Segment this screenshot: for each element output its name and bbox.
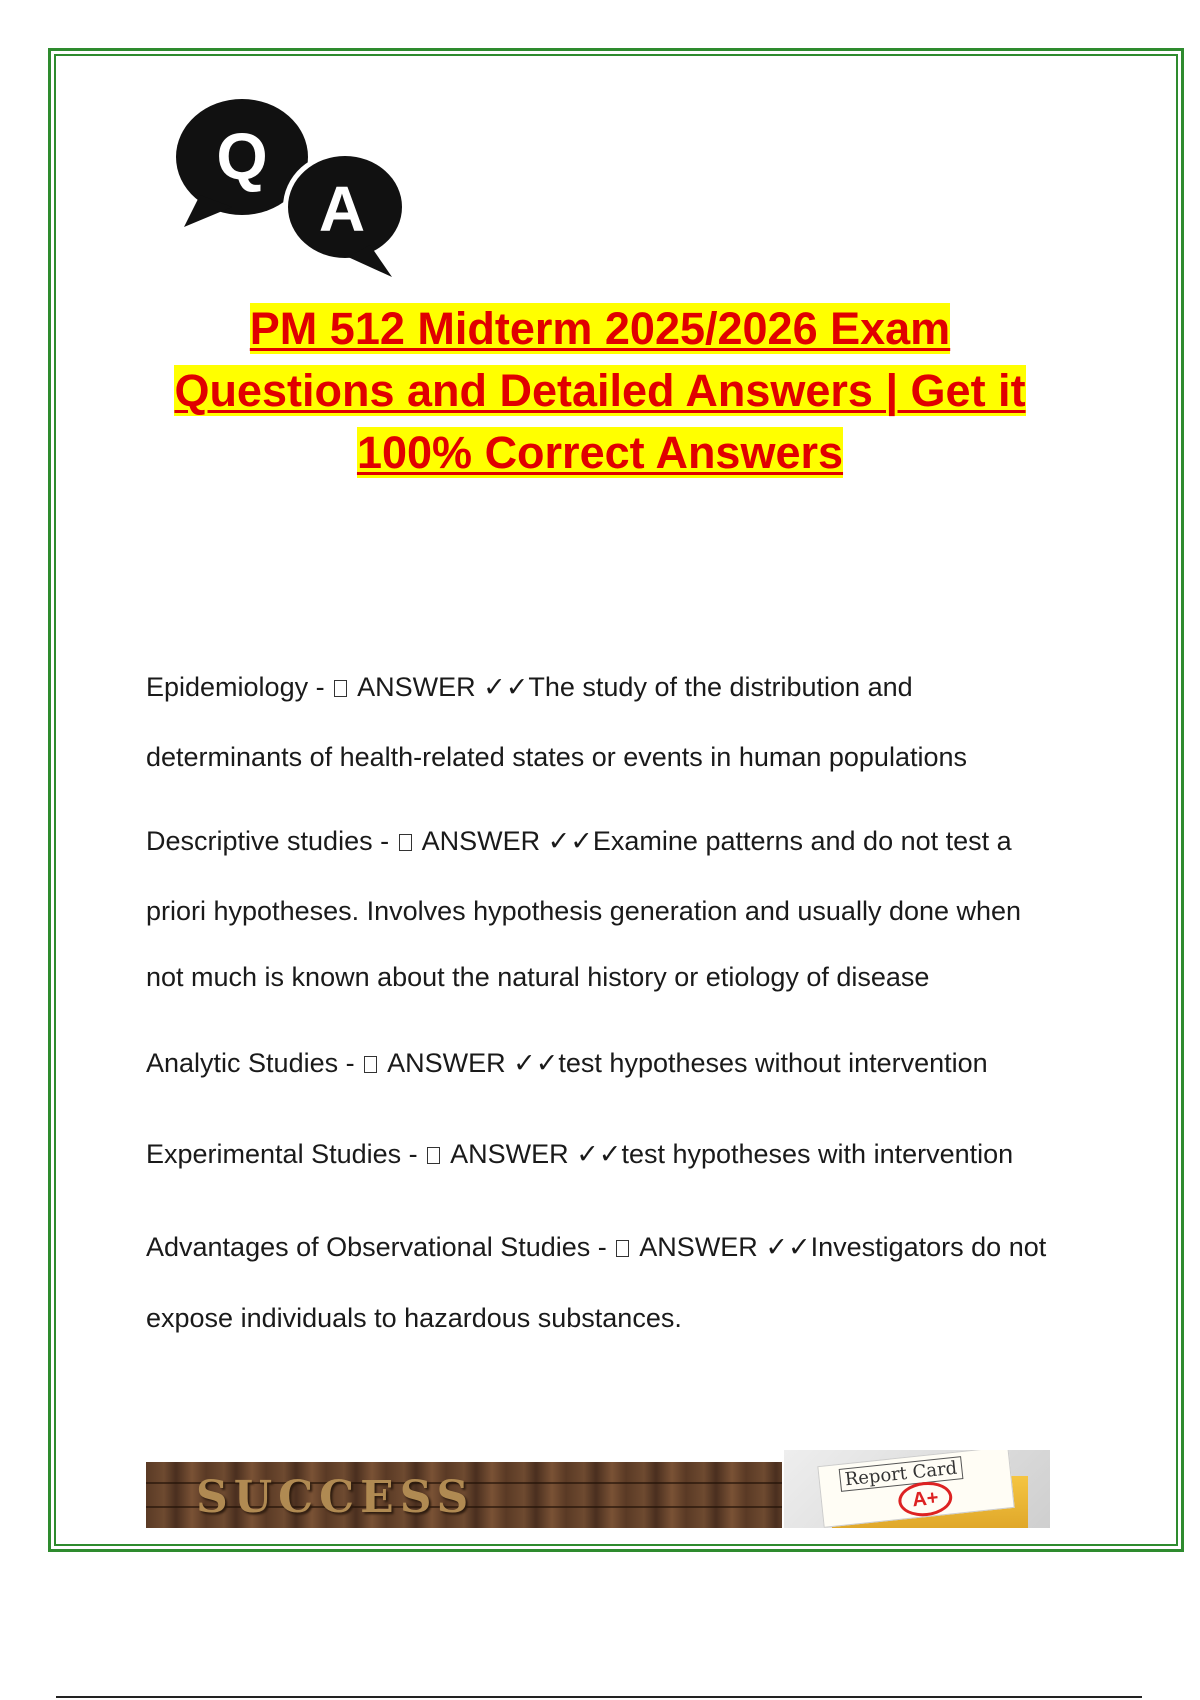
missing-glyph-icon: [399, 834, 412, 851]
qa-entry: Descriptive studies - ANSWER ✓✓Examine patterns and do not test a priori hypotheses. Involves hypothesis generation and usually done when not much is known about the natural history or etiology of disease: [146, 826, 1022, 992]
check-marks: ✓✓: [576, 1139, 622, 1169]
document-title: [100, 298, 1100, 484]
report-card-image: [784, 1450, 1050, 1528]
check-marks: ✓✓: [765, 1232, 811, 1262]
title-line-1: PM 512 Midterm 2025/2026 Exam: [249, 303, 951, 354]
check-marks: ✓✓: [483, 672, 529, 702]
entry-answer-line: priori hypotheses. Involves hypothesis generation and usually done when: [146, 896, 1022, 926]
entry-answer-line: not much is known about the natural history or etiology of disease: [146, 962, 930, 992]
entry-answer-line: expose individuals to hazardous substances.: [146, 1303, 682, 1333]
title-line-2: Questions and Detailed Answers | Get it: [174, 365, 1026, 416]
answer-marker: ANSWER: [450, 1139, 569, 1169]
a-letter: A: [318, 173, 366, 245]
entry-term: Descriptive studies: [146, 826, 373, 856]
title-line-3: 100% Correct Answers: [356, 427, 844, 478]
missing-glyph-icon: [616, 1240, 629, 1257]
answer-marker: ANSWER: [421, 826, 541, 856]
qa-entry: Experimental Studies - ANSWER ✓✓test hypotheses with intervention: [146, 1139, 1014, 1169]
qa-logo-icon: [170, 95, 440, 280]
qa-entries: [146, 668, 1106, 1369]
missing-glyph-icon: [334, 680, 347, 697]
entry-term: Epidemiology: [146, 672, 309, 702]
entry-term: Analytic Studies: [146, 1048, 339, 1078]
entry-answer-line: test hypotheses with intervention: [621, 1139, 1014, 1169]
q-letter: Q: [216, 119, 268, 193]
answer-marker: ANSWER: [357, 672, 476, 702]
entry-answer-line: test hypotheses without intervention: [558, 1048, 988, 1078]
check-marks: ✓✓: [547, 826, 593, 856]
qa-entry: Analytic Studies - ANSWER ✓✓test hypotheses without intervention: [146, 1048, 988, 1078]
entry-answer-line: determinants of health-related states or events in human populations: [146, 742, 967, 772]
success-banner-image: [146, 1462, 782, 1528]
qa-entry: Epidemiology - ANSWER ✓✓The study of the distribution and determinants of health-related states or events in human populations: [146, 672, 967, 772]
missing-glyph-icon: [364, 1056, 377, 1073]
footer-rule: [56, 1696, 1142, 1698]
qa-entry: Advantages of Observational Studies - ANSWER ✓✓Investigators do not expose individuals to hazardous substances.: [146, 1232, 1047, 1333]
grade-badge: A+: [897, 1479, 954, 1518]
entry-answer-line: Examine patterns and do not test a: [592, 826, 1012, 856]
success-text: SUCCESS: [196, 1472, 475, 1523]
entry-answer-line: Investigators do not: [810, 1232, 1047, 1262]
entry-answer-line: The study of the distribution and: [528, 672, 913, 702]
missing-glyph-icon: [427, 1147, 440, 1164]
entry-term: Experimental Studies: [146, 1139, 402, 1169]
answer-marker: ANSWER: [639, 1232, 758, 1262]
report-card-label: Report Card: [839, 1456, 963, 1492]
check-marks: ✓✓: [513, 1048, 559, 1078]
answer-marker: ANSWER: [387, 1048, 506, 1078]
entry-term: Advantages of Observational Studies: [146, 1232, 591, 1262]
